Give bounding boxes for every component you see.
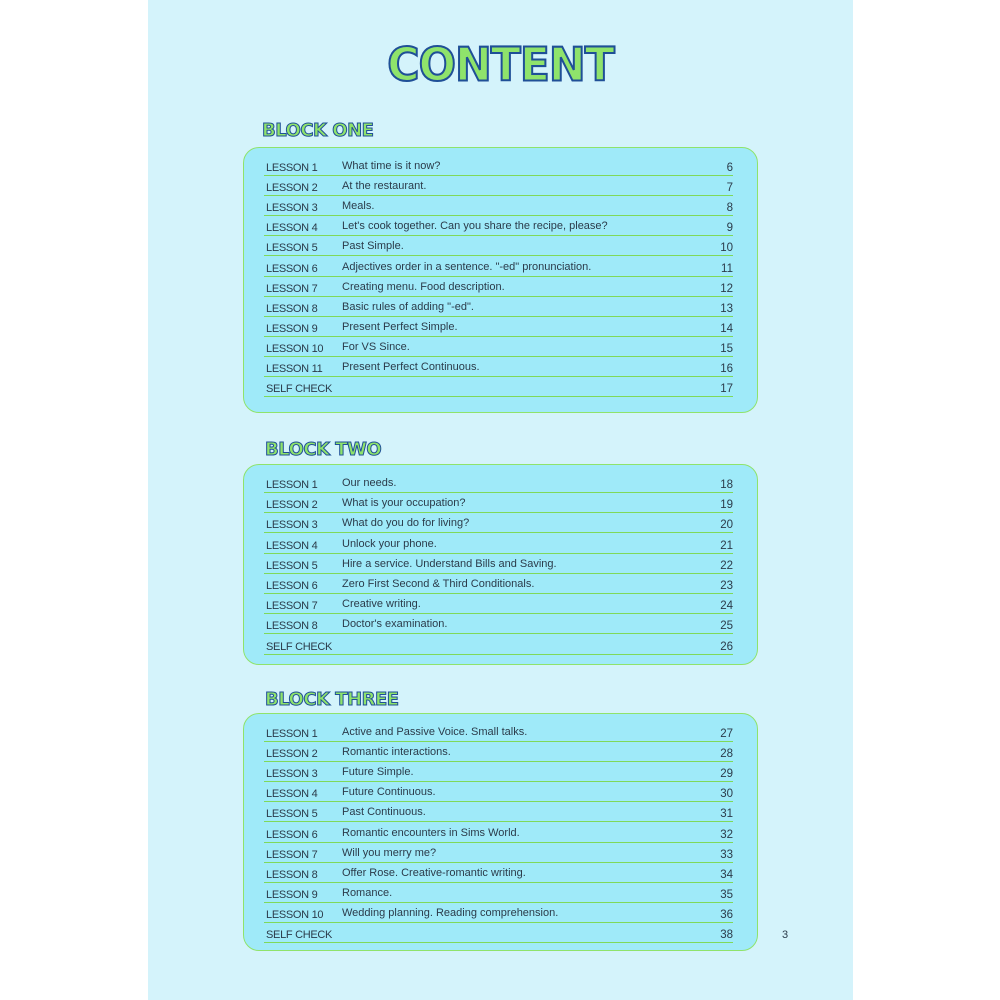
lesson-label: LESSON 3 bbox=[266, 202, 318, 215]
lesson-topic: Hire a service. Understand Bills and Saving. bbox=[342, 557, 557, 570]
toc-row bbox=[264, 845, 733, 863]
toc-row bbox=[264, 556, 733, 574]
toc-row bbox=[264, 784, 733, 802]
toc-row bbox=[264, 218, 733, 236]
toc-row bbox=[264, 178, 733, 196]
lesson-topic: Unlock your phone. bbox=[342, 537, 437, 550]
lesson-page-number: 23 bbox=[720, 580, 733, 592]
lesson-label: SELF CHECK bbox=[266, 383, 333, 396]
lesson-page-number: 27 bbox=[720, 728, 733, 740]
lesson-label: LESSON 1 bbox=[266, 728, 318, 740]
lesson-topic: Present Perfect Continuous. bbox=[342, 361, 480, 373]
lesson-topic: For VS Since. bbox=[342, 340, 410, 353]
lesson-label: LESSON 5 bbox=[266, 242, 318, 255]
toc-row bbox=[264, 495, 733, 513]
lesson-label: LESSON 6 bbox=[266, 828, 318, 841]
lesson-topic: Doctor's examination. bbox=[342, 618, 448, 631]
lesson-label: LESSON 5 bbox=[266, 808, 318, 821]
toc-row bbox=[264, 885, 733, 903]
lesson-page-number: 13 bbox=[720, 302, 733, 315]
lesson-label: LESSON 9 bbox=[266, 888, 318, 901]
lesson-label: LESSON 7 bbox=[266, 600, 318, 613]
lesson-label: LESSON 2 bbox=[266, 182, 318, 195]
lesson-topic: Romantic encounters in Sims World. bbox=[342, 826, 520, 839]
lesson-label: LESSON 3 bbox=[266, 519, 318, 532]
toc-row bbox=[264, 299, 733, 317]
lesson-topic: Romantic interactions. bbox=[342, 746, 451, 759]
lesson-page-number: 21 bbox=[720, 539, 733, 552]
lesson-page-number: 28 bbox=[720, 748, 733, 761]
lesson-page-number: 33 bbox=[720, 848, 733, 861]
lesson-label: LESSON 7 bbox=[266, 848, 318, 861]
lesson-page-number: 11 bbox=[721, 262, 733, 275]
lesson-page-number: 10 bbox=[720, 242, 733, 255]
lesson-page-number: 26 bbox=[720, 640, 733, 653]
lesson-label: LESSON 11 bbox=[266, 363, 323, 375]
lesson-topic: At the restaurant. bbox=[342, 180, 427, 193]
lesson-topic: Creating menu. Food description. bbox=[342, 280, 505, 293]
toc-row bbox=[264, 724, 733, 742]
lesson-page-number: 8 bbox=[726, 202, 733, 215]
lesson-label: LESSON 6 bbox=[266, 580, 318, 592]
lesson-topic: Let's cook together. Can you share the recipe, please? bbox=[342, 220, 608, 233]
lesson-label: LESSON 4 bbox=[266, 539, 318, 552]
toc-row bbox=[264, 238, 733, 256]
page-title: CONTENT bbox=[387, 38, 614, 93]
block-three-title: BLOCK THREE bbox=[265, 689, 399, 710]
toc-row bbox=[264, 576, 733, 594]
toc-row bbox=[264, 925, 733, 943]
lesson-topic: Offer Rose. Creative-romantic writing. bbox=[342, 866, 526, 879]
toc-row bbox=[264, 475, 733, 493]
lesson-label: LESSON 3 bbox=[266, 768, 318, 781]
toc-row bbox=[264, 865, 733, 883]
lesson-page-number: 17 bbox=[720, 383, 733, 396]
lesson-topic: Past Continuous. bbox=[342, 806, 426, 819]
toc-row bbox=[264, 804, 733, 822]
block-three-table bbox=[243, 713, 758, 951]
lesson-page-number: 6 bbox=[726, 162, 733, 174]
lesson-page-number: 30 bbox=[720, 788, 733, 801]
lesson-label: LESSON 10 bbox=[266, 342, 324, 355]
toc-row bbox=[264, 744, 733, 762]
lesson-topic: What time is it now? bbox=[342, 160, 441, 172]
toc-row bbox=[264, 259, 733, 277]
lesson-page-number: 32 bbox=[720, 828, 733, 841]
toc-row bbox=[264, 339, 733, 357]
toc-row bbox=[264, 158, 733, 176]
lesson-topic: What is your occupation? bbox=[342, 497, 466, 510]
lesson-topic: Present Perfect Simple. bbox=[342, 320, 458, 333]
lesson-page-number: 15 bbox=[720, 342, 733, 355]
lesson-label: LESSON 4 bbox=[266, 222, 318, 235]
lesson-page-number: 38 bbox=[720, 929, 733, 941]
lesson-topic: Adjectives order in a sentence. "-ed" pronunciation. bbox=[342, 260, 592, 273]
toc-row bbox=[264, 825, 733, 843]
lesson-page-number: 34 bbox=[720, 868, 733, 881]
lesson-topic: Past Simple. bbox=[342, 240, 404, 253]
lesson-page-number: 12 bbox=[720, 282, 733, 295]
lesson-page-number: 31 bbox=[720, 808, 733, 821]
toc-row bbox=[264, 379, 733, 397]
lesson-topic: Basic rules of adding "-ed". bbox=[342, 300, 474, 313]
lesson-label: LESSON 1 bbox=[266, 162, 318, 174]
lesson-label: LESSON 5 bbox=[266, 559, 318, 572]
toc-row bbox=[264, 616, 733, 634]
block-one-title: BLOCK ONE bbox=[262, 120, 374, 141]
toc-row bbox=[264, 905, 733, 923]
toc-row bbox=[264, 359, 733, 377]
lesson-label: SELF CHECK bbox=[266, 640, 333, 653]
toc-row bbox=[264, 319, 733, 337]
lesson-label: LESSON 2 bbox=[266, 499, 318, 512]
lesson-topic: Meals. bbox=[342, 200, 375, 213]
block-two-title: BLOCK TWO bbox=[265, 439, 382, 460]
toc-row bbox=[264, 596, 733, 614]
lesson-page-number: 14 bbox=[720, 322, 733, 335]
lesson-label: LESSON 2 bbox=[266, 748, 318, 761]
lesson-label: LESSON 7 bbox=[266, 282, 318, 295]
lesson-page-number: 24 bbox=[720, 600, 733, 613]
lesson-topic: Wedding planning. Reading comprehension. bbox=[342, 906, 559, 919]
lesson-topic: Our needs. bbox=[342, 477, 397, 489]
lesson-label: LESSON 6 bbox=[266, 262, 318, 275]
lesson-label: LESSON 9 bbox=[266, 322, 318, 335]
lesson-topic: Creative writing. bbox=[342, 598, 421, 611]
lesson-label: LESSON 8 bbox=[266, 620, 318, 633]
lesson-topic: Active and Passive Voice. Small talks. bbox=[342, 726, 528, 738]
block-one-table bbox=[243, 147, 758, 413]
toc-row bbox=[264, 515, 733, 533]
page-number: 3 bbox=[782, 929, 789, 941]
lesson-page-number: 35 bbox=[720, 888, 733, 901]
lesson-topic: Future Simple. bbox=[342, 766, 414, 779]
lesson-page-number: 9 bbox=[726, 222, 733, 235]
toc-row bbox=[264, 637, 733, 655]
lesson-page-number: 22 bbox=[720, 559, 733, 572]
lesson-label: LESSON 1 bbox=[266, 479, 318, 491]
lesson-topic: Will you merry me? bbox=[342, 846, 437, 859]
toc-row bbox=[264, 536, 733, 554]
document-page bbox=[148, 0, 853, 1000]
lesson-topic: What do you do for living? bbox=[342, 517, 470, 530]
toc-row bbox=[264, 764, 733, 782]
lesson-label: LESSON 4 bbox=[266, 788, 318, 801]
lesson-topic: Future Continuous. bbox=[342, 786, 436, 799]
block-two-table bbox=[243, 464, 758, 665]
lesson-page-number: 29 bbox=[720, 768, 733, 781]
lesson-page-number: 7 bbox=[726, 182, 733, 195]
lesson-page-number: 20 bbox=[720, 519, 733, 532]
toc-row bbox=[264, 279, 733, 297]
lesson-label: LESSON 10 bbox=[266, 908, 324, 921]
lesson-page-number: 19 bbox=[720, 499, 733, 512]
lesson-page-number: 16 bbox=[720, 363, 733, 375]
lesson-page-number: 25 bbox=[720, 620, 733, 633]
lesson-label: LESSON 8 bbox=[266, 302, 318, 315]
lesson-label: SELF CHECK bbox=[266, 929, 333, 941]
lesson-page-number: 36 bbox=[720, 908, 733, 921]
lesson-page-number: 18 bbox=[720, 479, 733, 491]
lesson-label: LESSON 8 bbox=[266, 868, 318, 881]
lesson-topic: Romance. bbox=[342, 886, 393, 899]
lesson-topic: Zero First Second & Third Conditionals. bbox=[342, 578, 535, 590]
toc-row bbox=[264, 198, 733, 216]
